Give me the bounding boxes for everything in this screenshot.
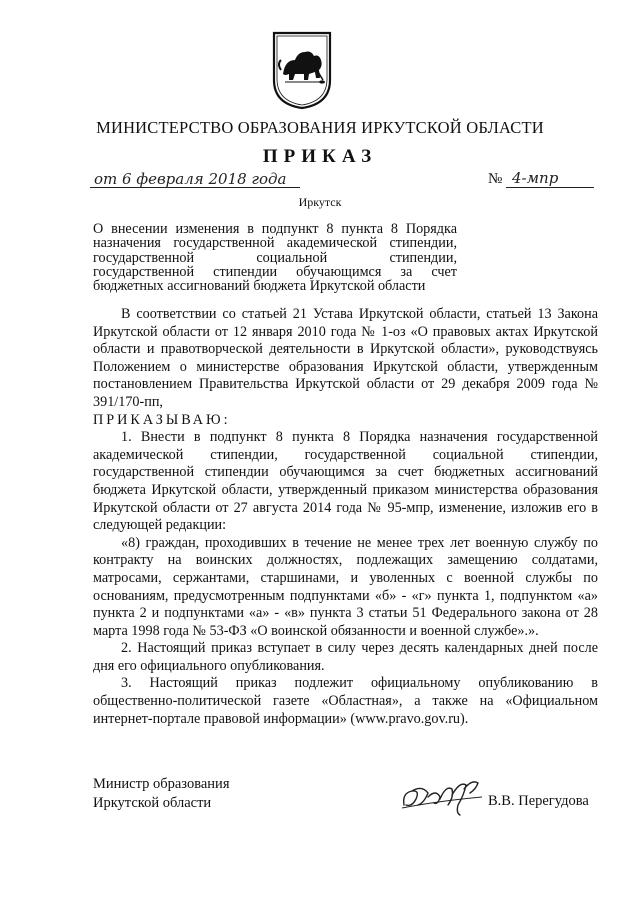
- subject-line: государственной стипендии обучающимся за счет: [93, 263, 457, 280]
- number-underline: [506, 187, 594, 188]
- subject-line: бюджетных ассигнований бюджета Иркутской области: [93, 278, 426, 295]
- preamble-paragraph: В соответствии со статьей 21 Устава Иркутской области, статьей 13 Закона Иркутской области от 12 января 2010 года № 1-оз «О правовых актах Иркутской области и правотворческой деятельности в Иркутской области», руководствуясь Положением о министерстве образования Иркутской области, утвержденным постановлением Правительства Иркутской области от 29 декабря 2009 года № 391/170-пп,: [93, 306, 598, 410]
- position-line-2: Иркутской области: [93, 795, 212, 811]
- order-word: ПРИКАЗЫВАЮ:: [93, 411, 231, 428]
- signatory-name: В.В. Перегудова: [488, 793, 589, 809]
- handwritten-number: 4-мпр: [512, 169, 559, 187]
- subject-line: О внесении изменения в подпункт 8 пункта 8 Порядка: [93, 221, 457, 237]
- date-underline: [90, 187, 300, 188]
- coat-of-arms-emblem: [271, 30, 333, 110]
- number-field: [506, 168, 594, 190]
- document-type-title: ПРИКАЗ: [262, 146, 378, 167]
- date-field: [90, 168, 300, 190]
- document-subject: [93, 222, 457, 293]
- item-1-paragraph: 1. Внести в подпункт 8 пункта 8 Порядка назначения государственной академической стипендии, государственной социальной стипендии, государственной стипендии обучающимся за счет бюджетных ассигнований бюджета Иркутской области, утвержденный приказом министерства образования Иркутской области от 27 августа 2014 года № 95-мпр, изменение, изложив его в следующей редакции:: [93, 429, 598, 534]
- subject-line: назначения государственной академической стипендии,: [93, 235, 457, 252]
- subject-line: государственной социальной стипендии,: [93, 249, 457, 266]
- city-label: Иркутск: [298, 195, 342, 209]
- item-1-quote-paragraph: «8) граждан, проходивших в течение не менее трех лет военную службу по контракту на воинских должностях, подлежащих замещению солдатами, матросами, сержантами, старшинами, и уволенных с военной службы по основаниям, предусмотренным подпунктами «б» - «г» пункта 1, подпунктом «а» пункта 2 и подпунктами «а» - «в» пункта 3 статьи 51 Федерального закона от 28 марта 1998 года № 53-ФЗ «О воинской обязанности и военной службе».».: [93, 534, 598, 639]
- document-body: [93, 306, 598, 728]
- ministry-name: МИНИСТЕРСТВО ОБРАЗОВАНИЯ ИРКУТСКОЙ ОБЛАСТИ: [96, 118, 544, 137]
- handwritten-signature: [398, 775, 488, 817]
- number-label: №: [488, 171, 503, 187]
- signatory-position: [93, 775, 229, 813]
- handwritten-date: от 6 февраля 2018 года: [94, 170, 287, 188]
- item-2-paragraph: 2. Настоящий приказ вступает в силу через десять календарных дней после дня его официального опубликования.: [93, 640, 598, 674]
- item-3-paragraph: 3. Настоящий приказ подлежит официальному опубликованию в общественно-политической газете «Областная», а также на «Официальном интернет-портале правовой информации» (www.pravo.gov.ru).: [93, 675, 598, 727]
- position-line-1: Министр образования: [93, 776, 230, 792]
